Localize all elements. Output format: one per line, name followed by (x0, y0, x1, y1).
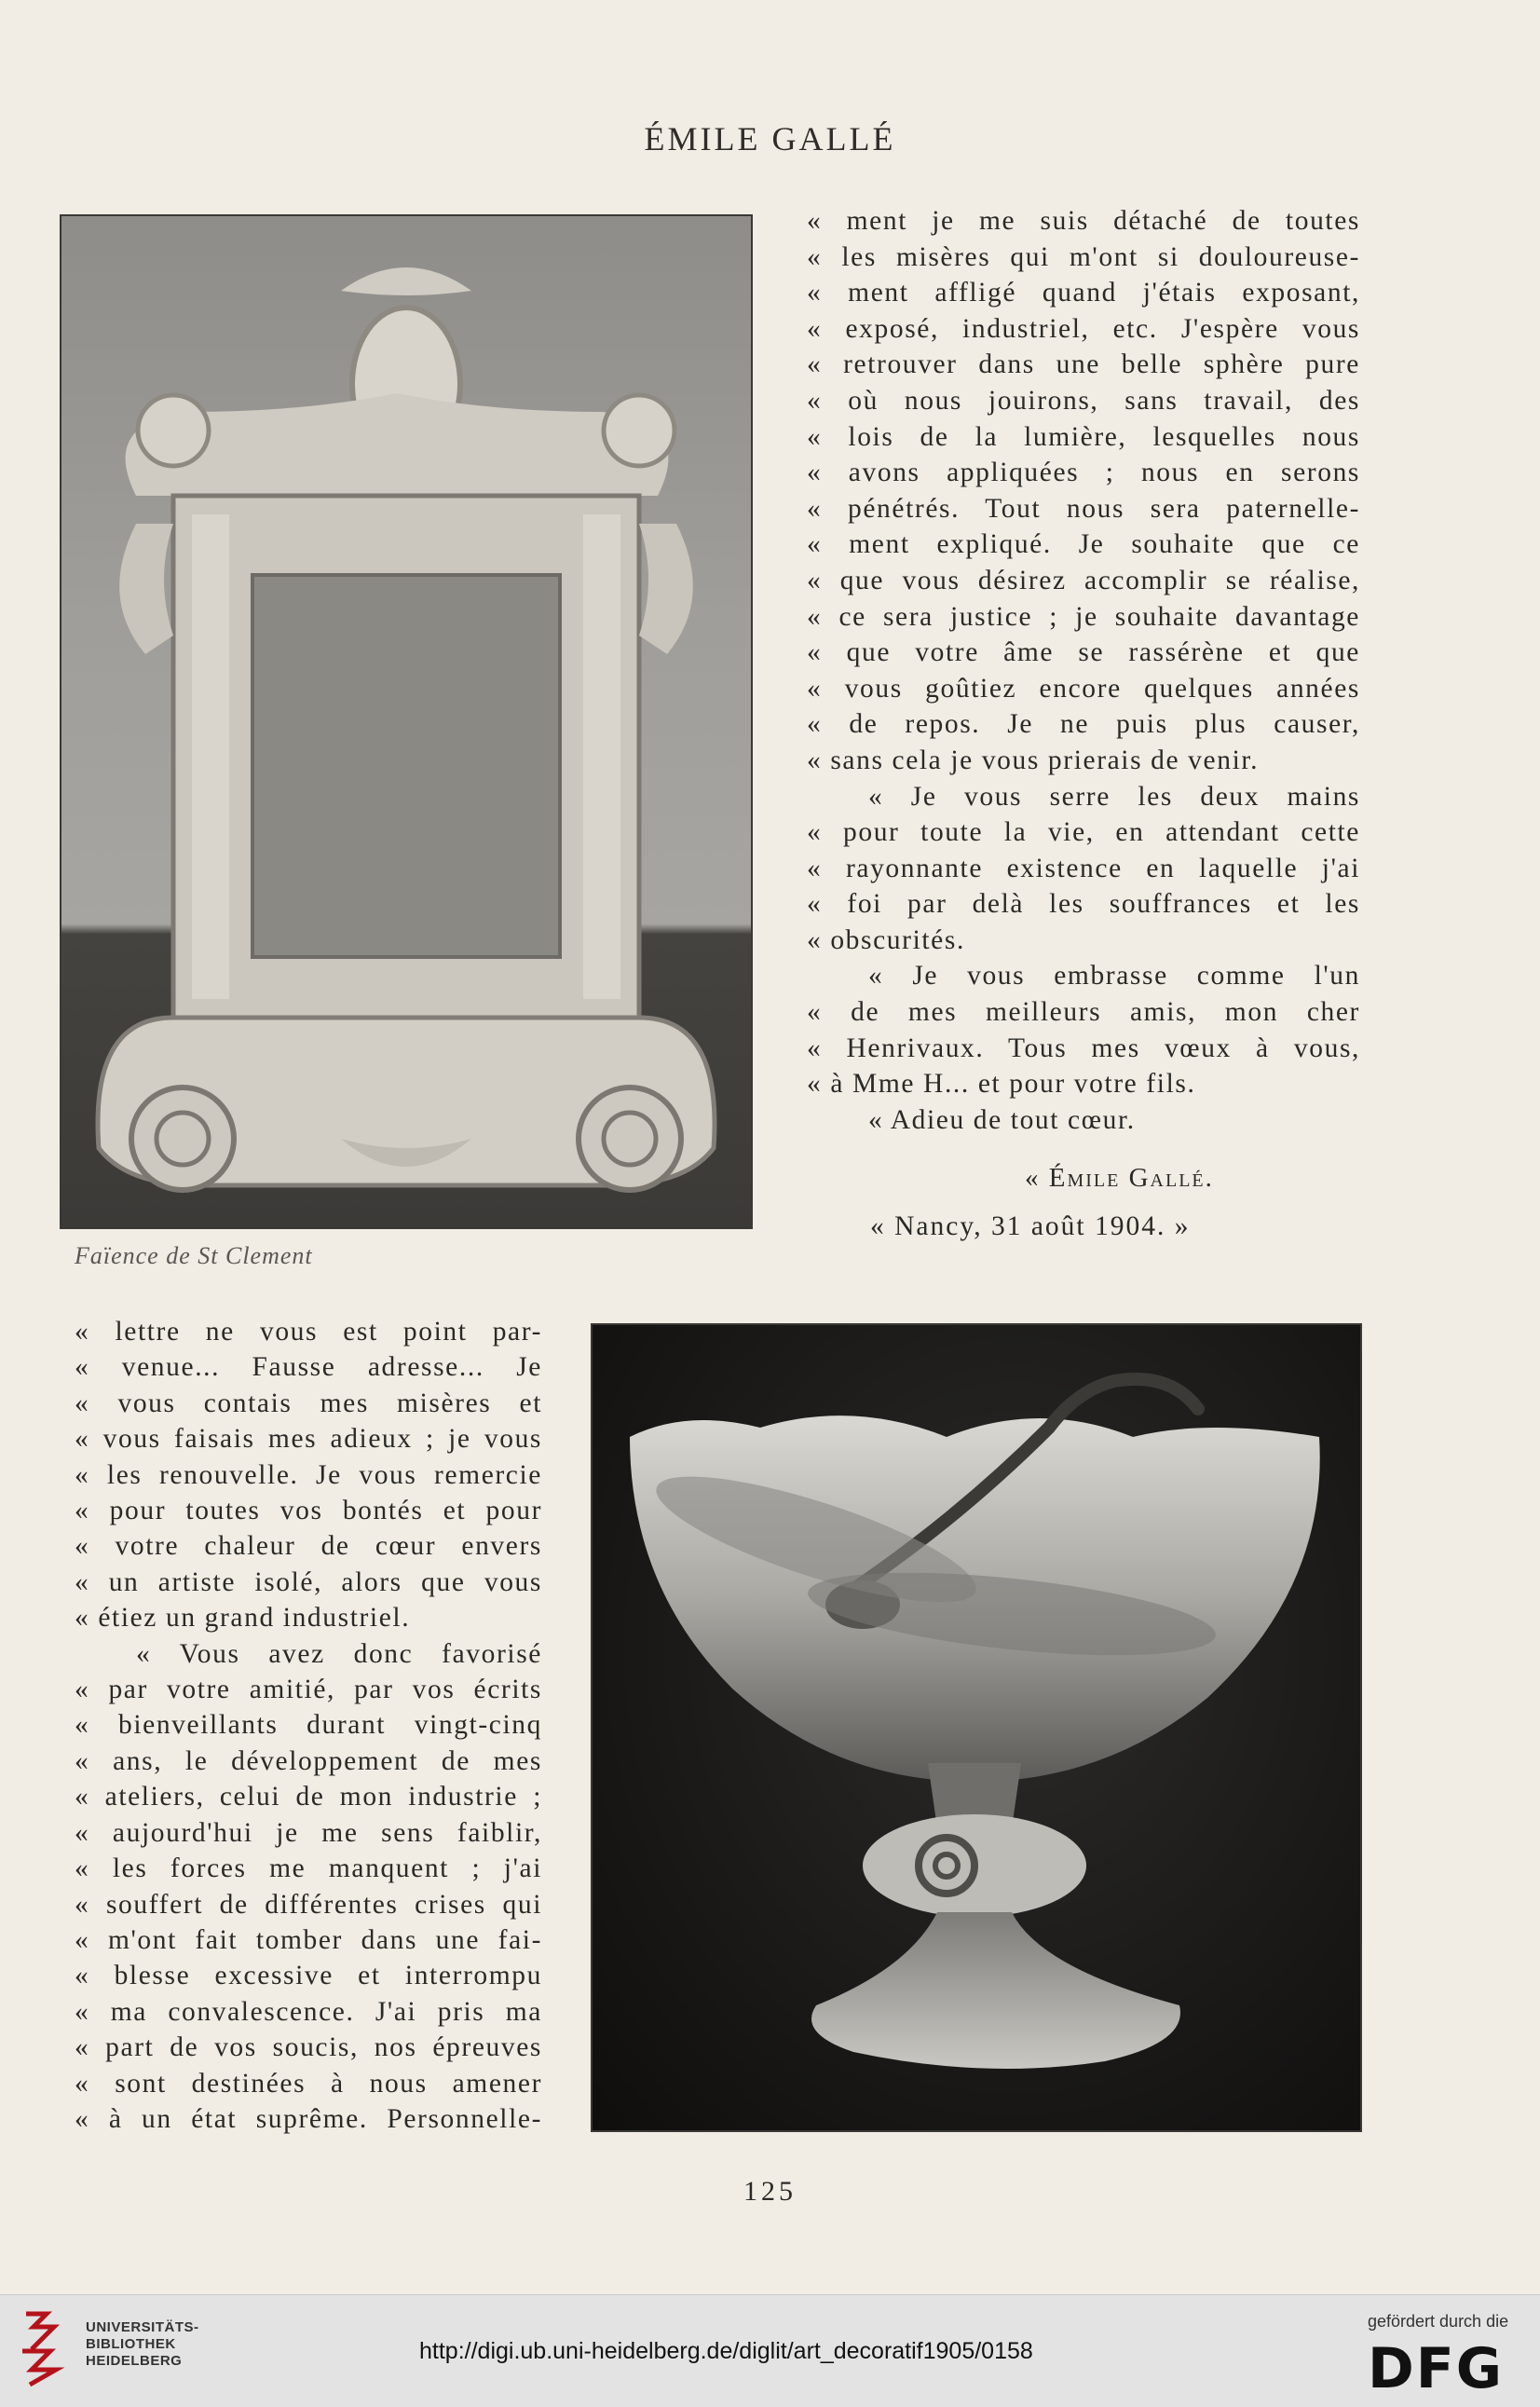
text-line: « rayonnante existence en laquelle j'ai (807, 853, 1360, 883)
letter-date: « Nancy, 31 août 1904. » (870, 1211, 1191, 1241)
page-number: 125 (743, 2176, 797, 2207)
text-line: « où nous jouirons, sans travail, des (807, 385, 1360, 416)
text-line: « lois de la lumière, lesquelles nous (807, 421, 1360, 452)
text-line: « vous faisais mes adieux ; je vous (75, 1424, 542, 1455)
text-line: « venue... Fausse adresse... Je (75, 1352, 542, 1383)
text-line: « part de vos soucis, nos épreuves (75, 2032, 542, 2063)
text-line: « un artiste isolé, alors que vous (75, 1566, 542, 1597)
text-line: « Adieu de tout cœur. (868, 1104, 1136, 1135)
text-line: « ma convalescence. J'ai pris ma (75, 1996, 542, 2027)
signature-text: « Émile Gallé. (1025, 1163, 1214, 1193)
running-header: ÉMILE GALLÉ (644, 120, 896, 157)
text-line: « souffert de différentes crises qui (75, 1889, 542, 1920)
dfg-logo: DFG (1368, 2336, 1505, 2401)
text-line: « retrouver dans une belle sphère pure (807, 349, 1360, 380)
text-line: « de repos. Je ne puis plus causer, (807, 709, 1360, 740)
text-line: « ans, le développement de mes (75, 1745, 542, 1776)
text-line: « obscurités. (807, 924, 965, 955)
text-line: « vous goûtiez encore quelques années (807, 673, 1360, 704)
text-line: « les renouvelle. Je vous remercie (75, 1459, 542, 1490)
funding-caption: gefördert durch die (1368, 2312, 1509, 2331)
text-line: « pour toutes vos bontés et pour (75, 1496, 542, 1526)
figure-caption: Faïence de St Clement (75, 1242, 313, 1269)
text-line: « les misères qui m'ont si douloureuse- (807, 241, 1360, 272)
university-library-name: UNIVERSITÄTS- BIBLIOTHEK HEIDELBERG (86, 2319, 199, 2369)
text-line: « ment je me suis détaché de toutes (807, 206, 1360, 236)
text-line: « Henrivaux. Tous mes vœux à vous, (807, 1033, 1360, 1063)
text-line: « de mes meilleurs amis, mon cher (807, 997, 1360, 1028)
text-line: « à un état suprême. Personnelle- (75, 2103, 542, 2134)
text-line: « sont destinées à nous amener (75, 2068, 542, 2099)
dragonfly-vase-illustration (593, 1325, 1360, 2130)
text-line: « avons appliquées ; nous en serons (807, 458, 1360, 488)
text-line: « exposé, industriel, etc. J'espère vous (807, 313, 1360, 344)
text-line: « les forces me manquent ; j'ai (75, 1853, 542, 1884)
text-line: « que vous désirez accomplir se réalise, (807, 565, 1360, 595)
text-line: « lettre ne vous est point par- (75, 1317, 542, 1347)
source-url-link[interactable]: http://digi.ub.uni-heidelberg.de/diglit/art_decoratif1905/0158 (419, 2338, 1033, 2364)
text-line: « ment expliqué. Je souhaite que ce (807, 529, 1360, 560)
text-line: « ateliers, celui de mon industrie ; (75, 1782, 542, 1812)
text-line: « vous contais mes misères et (75, 1388, 542, 1418)
text-line: « Je vous serre les deux mains (868, 781, 1360, 812)
faience-frame-illustration (61, 216, 751, 1227)
letter-text-left-column (75, 1314, 542, 2137)
text-line: « votre chaleur de cœur envers (75, 1531, 542, 1562)
text-line: « bienveillants durant vingt-cinq (75, 1710, 542, 1741)
text-line: « étiez un grand industriel. (75, 1603, 411, 1634)
text-line: « blesse excessive et interrompu (75, 1961, 542, 1991)
vase-photograph (591, 1323, 1362, 2132)
text-line: « pénétrés. Tout nous sera paternelle- (807, 493, 1360, 524)
text-line: « pour toute la vie, en attendant cette (807, 817, 1360, 848)
text-line: « m'ont fait tomber dans une fai- (75, 1924, 542, 1955)
university-library-logo-icon (17, 2310, 73, 2388)
text-line: « ment affligé quand j'étais exposant, (807, 278, 1360, 308)
letter-text-right-column (807, 203, 1360, 1138)
text-line: « foi par delà les souffrances et les (807, 889, 1360, 920)
text-line: « aujourd'hui je me sens faiblir, (75, 1817, 542, 1848)
text-line: « ce sera justice ; je souhaite davantage (807, 601, 1360, 632)
text-line: « Je vous embrasse comme l'un (868, 961, 1360, 992)
text-line: « Vous avez donc favorisé (136, 1638, 542, 1669)
frame-photograph (60, 214, 753, 1229)
text-line: « par votre amitié, par vos écrits (75, 1675, 542, 1705)
text-line: « sans cela je vous prierais de venir. (807, 745, 1260, 775)
digitization-footer (0, 2294, 1540, 2407)
text-line: « à Mme H... et pour votre fils. (807, 1069, 1196, 1100)
text-line: « que votre âme se rassérène et que (807, 637, 1360, 668)
signature (1025, 1163, 1214, 1194)
